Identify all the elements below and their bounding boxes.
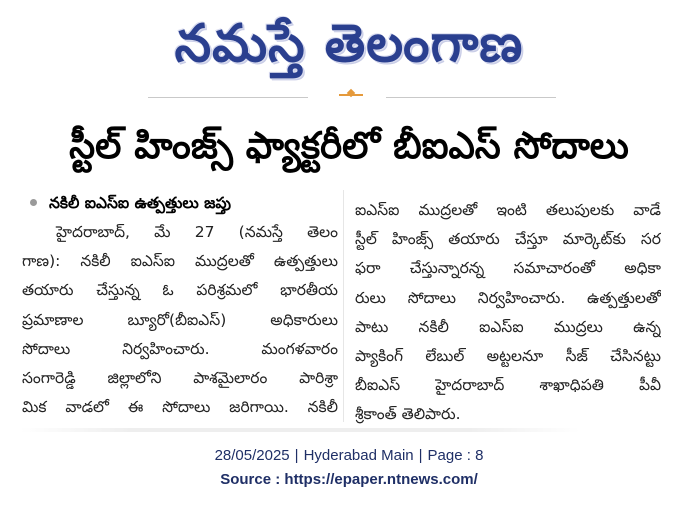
body-line: రులు సోదాలు నిర్వహించారు. ఉత్పత్తులతో bbox=[355, 288, 661, 307]
body-line: స్టీల్ హింజ్స్ తయారు చేస్తూ మార్కెట్‌కు సర bbox=[355, 230, 661, 249]
clipping-edge bbox=[20, 428, 580, 432]
body-line: మిక వాడలో ఈ సోదాలు జరిగాయి. నకిలీ bbox=[22, 398, 338, 417]
masthead-rule-right bbox=[386, 97, 556, 98]
footer-date: 28/05/2025 bbox=[214, 447, 290, 464]
body-line: ప్రమాణాల బ్యూరో(బీఐఎస్) అధికారులు bbox=[22, 310, 338, 329]
footer-edition-info: 28/05/2025 | Hyderabad Main | Page : 8 bbox=[214, 447, 484, 464]
body-line: హైదరాబాద్, మే 27 (నమస్తే తెలం bbox=[56, 223, 338, 241]
body-line: ఫరా చేస్తున్నారన్న సమాచారంతో అధికా bbox=[355, 259, 661, 278]
body-line: తయారు చేస్తున్న ఓ పరిశ్రమలో భారతీయ bbox=[22, 281, 338, 300]
body-line: పాటు నకిలీ ఐఎస్ఐ ముద్రలు ఉన్న bbox=[355, 317, 661, 336]
footer-edition: Hyderabad Main bbox=[303, 447, 414, 464]
newspaper-masthead: నమస్తే తెలంగాణ bbox=[174, 14, 524, 74]
column-divider bbox=[343, 190, 344, 422]
article-subhead bbox=[22, 188, 338, 218]
article-left-column bbox=[22, 188, 338, 422]
masthead-ornament bbox=[339, 94, 363, 101]
body-line: గాణ): నకిలీ ఐఎస్ఐ ముద్రలతో ఉత్పత్తులు bbox=[22, 252, 338, 271]
footer-source-link[interactable]: Source : https://epaper.ntnews.com/ bbox=[220, 471, 478, 488]
bullet-icon bbox=[30, 199, 37, 206]
footer-page: Page : 8 bbox=[427, 447, 484, 464]
body-line: శ్రీకాంత్ తెలిపారు. bbox=[355, 405, 461, 424]
article-right-column bbox=[355, 196, 661, 430]
article-subhead-text: నకిలీ ఐఎస్ఐ ఉత్పత్తులు జప్తు bbox=[49, 194, 231, 212]
body-line: ప్యాకింగ్ లేబుల్ అట్టలనూ సీజ్ చేసినట్టు bbox=[355, 347, 661, 366]
masthead-rule-left bbox=[148, 97, 308, 98]
body-line: సంగారెడ్డి జిల్లాలోని పాశమైలారం పారిశ్రా bbox=[22, 369, 338, 388]
body-line: బీఐఎస్ హైదరాబాద్ శాఖాధిపతి పీవీ bbox=[355, 376, 661, 395]
body-line: సోదాలు నిర్వహించారు. మంగళవారం bbox=[22, 339, 338, 358]
article-headline: స్టీల్ హింజ్స్ ఫ్యాక్టరీలో బీఐఎస్ సోదాలు bbox=[69, 124, 629, 167]
body-line: ఐఎస్ఐ ముద్రలతో ఇంటి తలుపులకు వాడే bbox=[355, 201, 661, 219]
